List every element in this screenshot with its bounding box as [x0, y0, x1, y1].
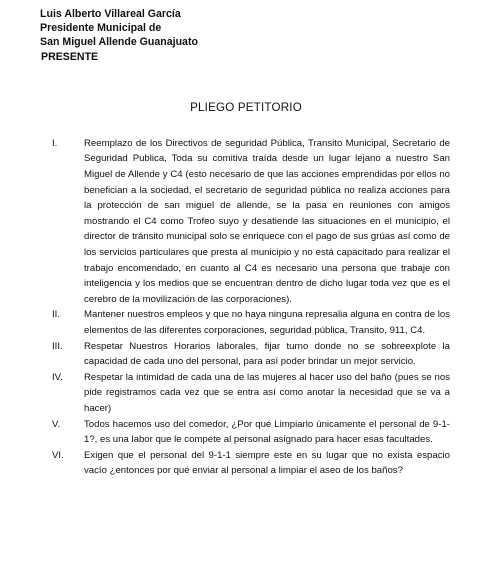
- document-title: PLIEGO PETITORIO: [190, 100, 302, 114]
- petition-text: Mantener nuestros empleos y que no haya ninguna represalia alguna en contra de los elementos de las diferentes corporaciones, seguridad pública, Transito, 911, C4.: [84, 309, 450, 336]
- petition-number: II.: [52, 309, 60, 321]
- petition-list: [40, 136, 450, 479]
- petition-text: Respetar Nuestros Horarios laborales, fijar turno donde no se sobreexplote la capacidad de cada uno del personal, para así poder brindar un mejor servicio.: [84, 340, 450, 368]
- addressee-presente: PRESENTE: [41, 50, 99, 63]
- addressee-name: Luis Alberto Villareal García: [40, 8, 181, 20]
- petition-number: V.: [52, 418, 61, 430]
- addressee-location: San Miguel Allende Guanajuato: [40, 36, 198, 49]
- petition-item: [40, 307, 450, 338]
- petition-text: Respetar la intimidad de cada una de las mujeres al hacer uso del baño (pues se nos pide registramos cada vez que se entra así como anotar la necesidad que se va a hacer): [84, 371, 450, 414]
- petition-text: Todos hacemos uso del comedor, ¿Por qué Limpiarlo únicamente el personal de 9-1-1?, es una labor que le compete al personal asignado para hacer esas facultades.: [84, 418, 450, 446]
- petition-number: I.: [52, 137, 58, 149]
- petition-text: Reemplazo de los Directivos de seguridad Pública, Transito Municipal, Secretario de Seguridad Publica, Toda su comitiva traída desde un lugar lejano a nuestro San Miguel de Allende y C4 (esto necesario de que las acciones emprendidas por ellos no benefician a la sociedad, el secretario de seguridad pública no realiza acciones para la protección de san miguel de allende, se la pasa en reuniones con amigos mostrando el C4 como Trofeo suyo y desatiende las situaciones en el municipio, el director de tránsito municipal solo se enriquece con el pago de sus grúas así como de los servicios particulares que presta al municipio y no está capacitado para realizar el trabajo encomendado, en cuanto al C4 es necesario una persona que trabaje con inteligencia y los medios que se encuentran dentro de dicho lugar toda vez que es el cerebro de la movilización de las corporaciones).: [84, 137, 450, 305]
- petition-item: [40, 339, 450, 370]
- addressee-block: [40, 7, 450, 64]
- petition-item: [40, 370, 450, 417]
- petition-number: VI.: [52, 449, 64, 461]
- petition-number: III.: [52, 340, 63, 352]
- petition-item: [40, 448, 450, 479]
- addressee-position: Presidente Municipal de: [40, 22, 162, 35]
- petition-item: [40, 417, 450, 448]
- petition-number: IV.: [52, 371, 63, 383]
- petition-item: [40, 136, 450, 308]
- petition-text: Exigen que el personal del 9-1-1 siempre este en su lugar que no exista espacio vacío ¿entonces por qué enviar al personal a limpiar el aseo de los baños?: [84, 449, 450, 477]
